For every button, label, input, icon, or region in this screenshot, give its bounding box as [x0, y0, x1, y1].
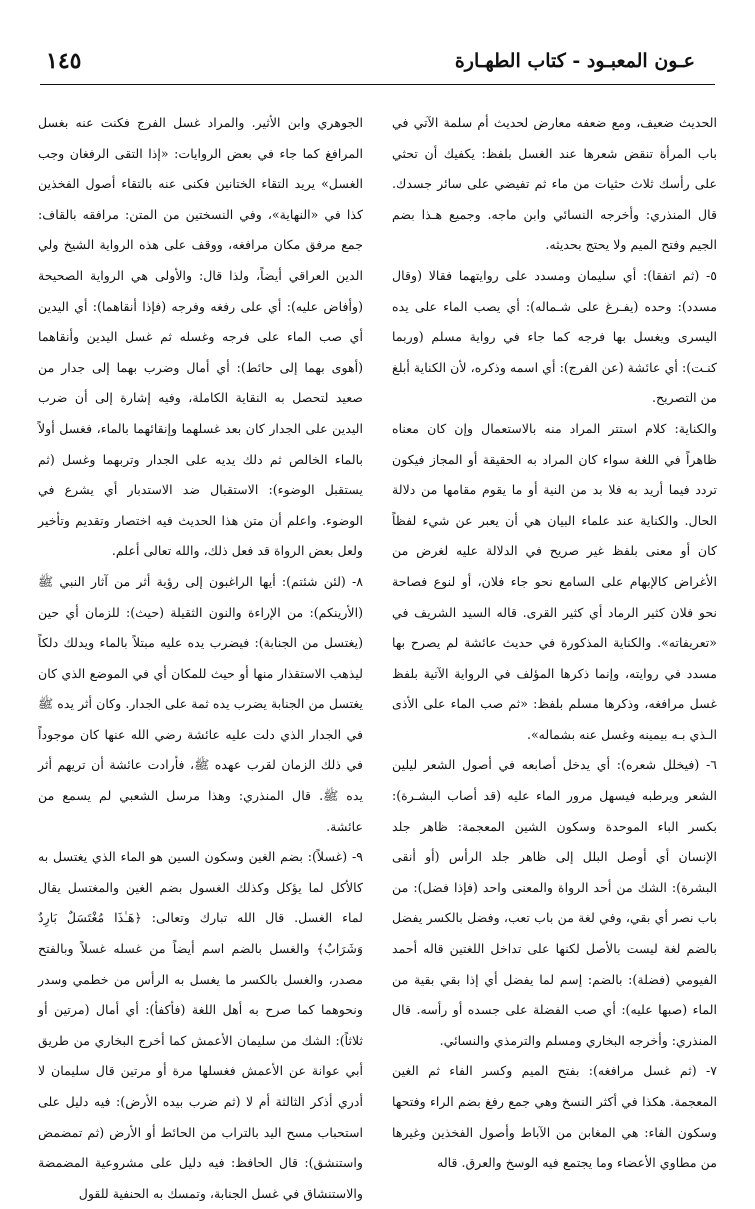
page-number: ١٤٥	[46, 48, 82, 74]
paragraph: والكناية: كلام استتر المراد منه بالاستعمال وإن كان معناه ظاهراً في اللغة سواء كان المراد به الحقيقة أو المجاز فيكون تردد فيما أريد به فلا بد من النية أو ما يقوم مقامها من دلالة الحال. والكناية عند علماء البيان هي أن يعبر عن شيء لفظاً كان أو معنى بلفظ غير صريح في الدلالة عليه لغرض من الأغراض كالإبهام على السامع نحو جاء فلان، أو لنوع فصاحة نحو فلان كثير الرماد أي كثير القرى. قاله السيد الشريف في «تعريفاته». والكناية المذكورة في حديث عائشة لم يصرح بها مسدد في روايته، وإنما ذكرها المؤلف في الرواية الآتية بلفظ غسل مرافغه، وذكرها مسلم بلفظ: «ثم صب الماء على الأذى الـذي بـه بيمينه وغسل عنه بشماله».	[392, 420, 717, 742]
right-text-column	[392, 108, 717, 1171]
paragraph: ٩- (غسلاً): بضم الغين وسكون السين هو الماء الذي يغتسل به كالأكل لما يؤكل وكذلك الغسول بضم الغين والمغتسل يقال لماء الغسل. قال الله تبارك وتعالى: ﴿هَـٰذَا مُغْتَسَلٌ بَارِدٌ وَشَرَابٌ﴾ والغسل بالضم اسم أيضاً من غسله غسلاً وبالفتح مصدر، والغسل بالكسر ما يغسل به الرأس من خطمي وسدر ونحوهما كما صرح به أهل اللغة (فأكفأ): أي أمال (مرتين أو ثلاثاً): الشك من سليمان الأعمش كما أخرج البخاري من طريق أبي عوانة عن الأعمش فغسلها مرة أو مرتين قال سليمان لا أدري أذكر الثالثة أم لا (ثم ضرب بيده الأرض): فيه دليل على استحباب مسح اليد بالتراب من الحائط أو الأرض (ثم تمضمض واستنشق): قال الحافظ: فيه دليل على مشروعية المضمضة والاستنشاق في غسل الجنابة، وتمسك به الحنفية للقول	[38, 849, 363, 1201]
paragraph: ٥- (ثم اتفقا): أي سليمان ومسدد على روايتهما فقالا (وقال مسدد): وحده (يفـرغ على شـماله): أي يصب الماء على يده اليسرى ويغسل بها فرجه كما جاء في رواية مسلم (وربما كنـت): أي عائشة (عن الفرج): أي اسمه وذكره، لأن الكناية أبلغ من التصريح.	[392, 267, 717, 406]
running-header-title: عـون المعبـود - كتاب الطهـارة	[454, 50, 695, 72]
paragraph: ٦- (فيخلل شعره): أي يدخل أصابعه في أصول الشعر ليلين الشعر ويرطبه فيسهل مرور الماء عليه (قد أصاب البشـرة): بكسر الباء الموحدة وسكون الشين المعجمة: ظاهر جلد الإنسان أي أوصل البلل إلى ظاهر جلد الرأس (أو أنقى البشرة): الشك من أحد الرواة والمعنى واحد (فإذا فضل): من باب نصر أي بقي، وفي لغة من باب تعب، وفضل بالكسر يفضل بالضم لغة ليست بالأصل لكنها على تداخل اللغتين قاله أحمد الفيومي (فضلة): بالضم: إسم لما يفضل أي إذا بقي بقية من الماء (صبها عليه): أي صب الفضلة على جسده أو رأسه. قال المنذري: وأخرجه البخاري ومسلم والترمذي والنسائي.	[392, 757, 717, 1048]
page-header	[40, 42, 715, 82]
paragraph: ٨- (لئن شئتم): أيها الراغبون إلى رؤية أثر من آثار النبي ﷺ (الأرينكم): من الإراءة والنون الثقيلة (حيث): للزمان أي حين (يغتسل من الجنابة): فيضرب يده عليه مبتلاً بالماء ويدلك دلكاً ليذهب الاستقذار منها أو حيث للمكان أي في الموضع الذي كان يغتسل من الجنابة يضرب يده ثمة على الجدار. وكان أثر يده ﷺ في الجدار الذي دلت عليه عائشة رضي الله عنها كان موجوداً في ذلك الزمان لقرب عهده ﷺ، فأرادت عائشة أن تريهم أثر يده ﷺ. قال المنذري: وهذا مرسل الشعبي لم يسمع من عائشة.	[38, 573, 363, 834]
paragraph: الجوهري وابن الأثير. والمراد غسل الفرج فكنت عنه بغسل المرافغ كما جاء في بعض الروايات: «إذا التقى الرفغان وجب الغسل» يريد التقاء الختانين فكنى عنه بالتقاء أصول الفخذين كذا في «النهاية»، وفي النسختين من المتن: مرافقه بالقاف: جمع مرفق مكان مرافغه، ووقف على هذه الرواية الشيخ ولي الدين العراقي أيضاً، ولذا قال: والأولى هي الرواية الصحيحة (وأفاض عليه): أي على رفغه وفرجه (فإذا أنقاهما): أي اليدين أي صب الماء على فرجه وغسله ثم غسل اليدين وأنقاهما (أهوى بهما إلى حائط): أي أمال وضرب بهما إلى جدار من صعيد لتحصل به النقاية الكاملة، وفيه إشارة إلى أن ضرب اليدين على الجدار كان بعد غسلهما وإنقائهما بالماء، فغسل أولاً بالماء الخالص ثم دلك يديه على الجدار وتربهما وغسل (ثم يستقبل الوضوء): الاستقبال ضد الاستدبار أي يشرع في الوضوء. واعلم أن متن هذا الحديث فيه اختصار وتقديم وتأخير ولعل بعض الرواة قد فعل ذلك، والله تعالى أعلم.	[38, 115, 363, 559]
header-rule	[40, 84, 715, 85]
left-text-column	[38, 108, 363, 1201]
paragraph: الحديث ضعيف، ومع ضعفه معارض لحديث أم سلمة الآتي في باب المرأة تنقض شعرها عند الغسل بلفظ: يكفيك أن تحثي على رأسك ثلاث حثيات من ماء ثم تفيضي على سائر جسدك. قال المنذري: وأخرجه النسائي وابن ماجه. وجميع هـذا بضم الجيم وفتح الميم ولا يحتج بحديثه.	[392, 115, 717, 253]
paragraph: ٧- (ثم غسل مرافغه): بفتح الميم وكسر الفاء ثم الغين المعجمة. هكذا في أكثر النسخ وهي جمع رفغ بضم الراء وفتحها وسكون الفاء: هي المغابن من الآباط وأصول الفخذين وغيرها من مطاوي الأعضاء وما يجتمع فيه الوسخ والعرق. قاله	[392, 1063, 717, 1171]
